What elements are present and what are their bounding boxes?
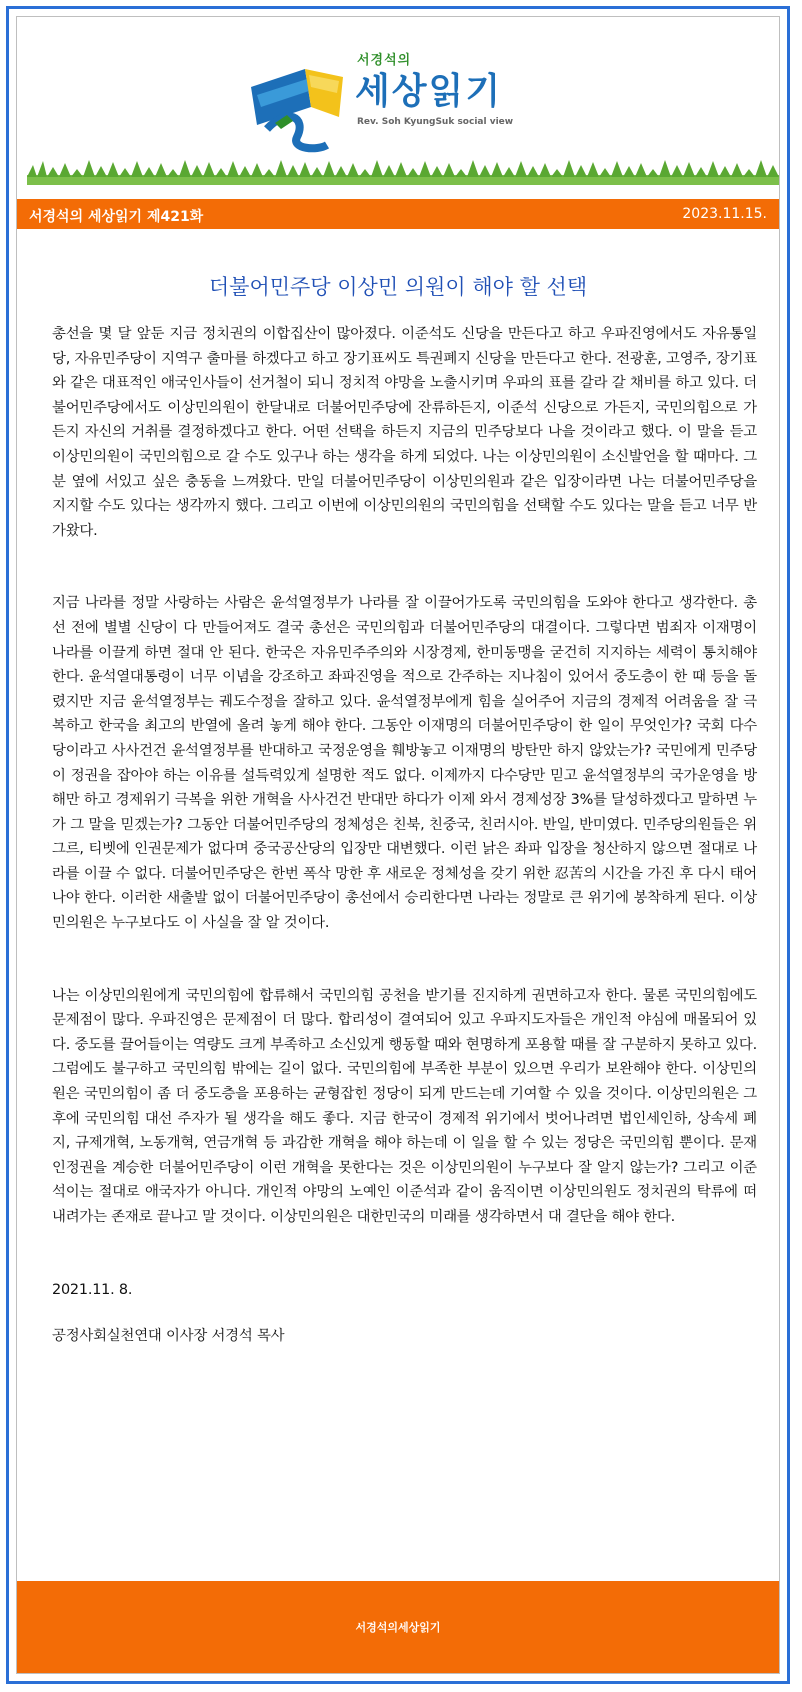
header [17, 17, 779, 197]
logo-main-text: 세상읽기 [355, 71, 503, 112]
paragraph: 나는 이상민의원에게 국민의힘에 합류해서 국민의힘 공천을 받기를 진지하게 권면하고자 한다. 물론 국민의힘에도 문제점이 많다. 우파진영은 문제점이 더 많다. 합리성이 결여되어 있고 우파지도자들은 개인적 야심에 매몰되어 있다. 중도를 끌어들이는 역량도 크게 부족하고 소신있게 행동할 때와 현명하게 포용할 때를 잘 구분하지 못하고 있다. 그럼에도 불구하고 국민의힘 밖에는 길이 없다. 국민의힘에 부족한 부분이 있으면 우리가 보완해야 한다. 이상민의원은 국민의힘이 좀 더 중도층을 포용하는 균형잡힌 정당이 되게 만드는데 기여할 수 있을 것이다. 이상민의원은 그후에 국민의힘 대선 주자가 될 생각을 해도 좋다. 지금 한국이 경제적 위기에서 벗어나려면 법인세인하, 상속세 폐지, 규제개혁, 노동개혁, 연금개혁 등 과감한 개혁을 해야 하는데 이 일을 할 수 있는 정당은 국민의힘 뿐이다. 문재인정권을 계승한 더불어민주당이 이런 개혁을 못한다는 것은 이상민의원이 누구보다 잘 알지 않는가? 그리고 이준석이는 절대로 애국자가 아니다. 개인적 야망의 노예인 이준석과 같이 움직이면 이상민의원도 정치권의 탁류에 떠내려가는 존재로 끝나고 말 것이다. 이상민의원은 대한민국의 미래를 생각하면서 대 결단을 해야 한다. [52, 987, 757, 1225]
logo [257, 47, 577, 157]
article-body [52, 322, 757, 1349]
footer [17, 1581, 779, 1673]
page-inner [16, 16, 780, 1674]
article-title: 더불어민주당 이상민 의원이 해야 할 선택 [208, 275, 588, 299]
grass-decoration [27, 157, 779, 185]
paragraph: 지금 나라를 정말 사랑하는 사람은 윤석열정부가 나라를 잘 이끌어가도록 국민의힘을 도와야 한다고 생각한다. 총선 전에 별별 신당이 다 만들어져도 결국 총선은 국민의힘과 더불어민주당의 대결이다. 그렇다면 범죄자 이재명이 나라를 이끌게 하면 절대 안 된다. 한국은 자유민주주의와 시장경제, 한미동맹을 굳건히 지지하는 세력이 통치해야 한다. 윤석열대통령이 너무 이념을 강조하고 좌파진영을 적으로 간주하는 지나침이 있어서 중도층이 한 때 등을 돌렸지만 지금 윤석열정부는 궤도수정을 잘하고 있다. 윤석열정부에게 힘을 실어주어 지금의 경제적 어려움을 잘 극복하고 한국을 최고의 반열에 올려 놓게 해야 한다. 그동안 이재명의 더불어민주당이 한 일이 무엇인가? 국회 다수당이라고 사사건건 윤석열정부를 반대하고 국정운영을 훼방놓고 이재명의 방탄만 하지 않았는가? 국민에게 민주당이 정권을 잡아야 하는 이유를 설득력있게 설명한 적도 없다. 이제까지 다수당만 믿고 윤석열정부의 국가운영을 방해만 하고 경제위기 극복을 위한 개혁을 사사건건 반대만 하다가 이제 와서 경제성장 3%를 달성하겠다고 말하면 누가 그 말을 믿겠는가? 그동안 더불어민주당의 정체성은 친북, 친중국, 친러시아. 반일, 반미였다. 민주당의원들은 위그르, 티벳에 인권문제가 없다며 중국공산당의 입장만 대변했다. 이런 낡은 좌파 입장을 청산하지 않으면 절대로 나라를 이끌 수 없다. 더불어민주당은 한번 폭삭 망한 후 새로운 정체성을 갖기 위한 忍苦의 시간을 가진 후 다시 태어나야 한다. 이러한 새출발 없이 더불어민주당이 총선에서 승리한다면 나라는 정말로 큰 위기에 봉착하게 된다. 이상민의원은 누구보다도 이 사실을 잘 알 것이다. [52, 595, 757, 932]
publish-date: 2023.11.15. [682, 206, 767, 222]
book-river-icon [247, 47, 357, 157]
article-author: 공정사회실천연대 이사장 서경석 목사 [52, 1328, 285, 1345]
page-frame [6, 6, 790, 1684]
article-date: 2021.11. 8. [52, 1281, 133, 1298]
series-label: 서경석의 세상읽기 제421화 [29, 209, 204, 225]
series-bar [17, 199, 779, 229]
footer-text: 서경석의세상읽기 [355, 1621, 441, 1634]
logo-sub-text: Rev. Soh KyungSuk social view [357, 117, 514, 127]
paragraph: 총선을 몇 달 앞둔 지금 정치권의 이합집산이 많아졌다. 이준석도 신당을 만든다고 하고 우파진영에서도 자유통일당, 자유민주당이 지역구 출마를 하겠다고 하고 장기표씨도 특권폐지 신당을 만든다고 한다. 전광훈, 고영주, 장기표와 같은 대표적인 애국인사들이 선거철이 되니 정치적 야망을 노출시키며 우파의 표를 갈라 갈 채비를 하고 있다. 더불어민주당에서도 이상민의원이 한달내로 더불어민주당에 잔류하든지, 이준석 신당으로 가든지, 국민의힘으로 가든지 자신의 거취를 결정하겠다고 한다. 어떤 선택을 하든지 지금의 민주당보다 나을 것이라고 했다. 이 말을 듣고 이상민의원이 국민의힘으로 갈 수도 있구나 하는 생각을 하게 되었다. 나는 이상민의원이 소신발언을 할 때마다. 그분 옆에 서있고 싶은 충동을 느껴왔다. 만일 더불어민주당이 이상민의원과 같은 입장이라면 나는 더불어민주당을 지지할 수도 있다는 생각까지 했다. 그리고 이번에 이상민의원의 국민의힘을 선택할 수도 있다는 말을 듣고 너무 반가왔다. [52, 326, 757, 539]
logo-small-text: 서경석의 [357, 53, 412, 68]
